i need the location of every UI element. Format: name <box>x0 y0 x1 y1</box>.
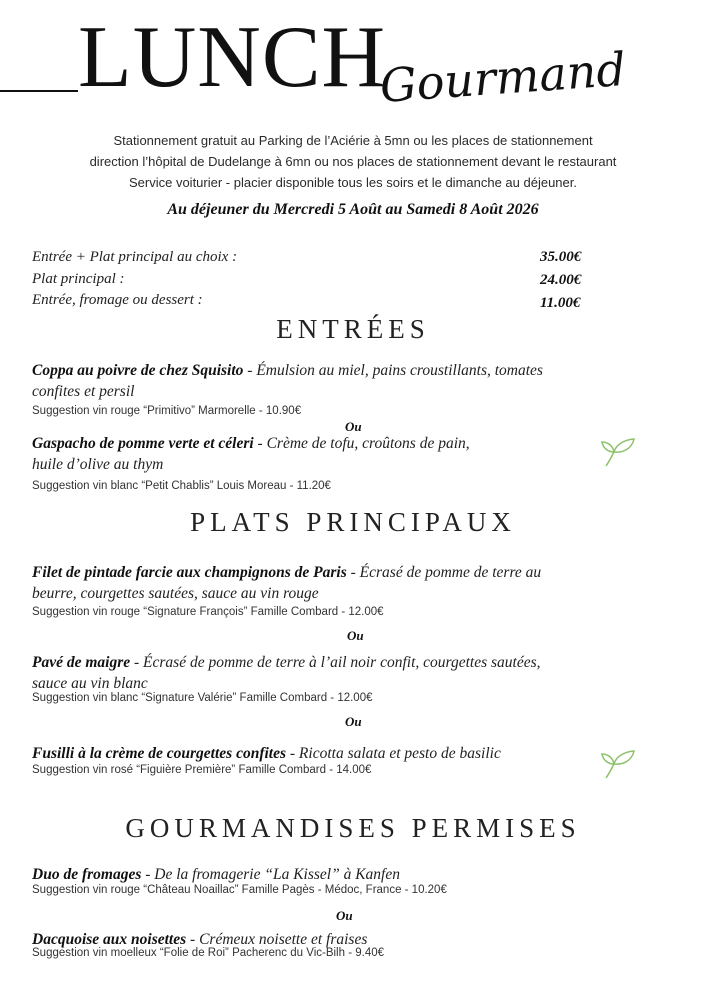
info-line-2: direction l’hôpital de Dudelange à 6mn ou nos places de stationnement devant le restaurant <box>89 154 617 169</box>
gourmandise-2-name: Dacquoise aux noisettes <box>32 931 187 948</box>
info-line-1: Stationnement gratuit au Parking de l’Aciérie à 5mn ou les places de stationnement <box>113 133 593 148</box>
plat-2-line-1 <box>32 652 541 673</box>
gourmandise-2-wine: Suggestion vin moelleux “Folie de Roi” Pacherenc du Vic-Bilh - 9.40€ <box>32 947 385 959</box>
entree-1-line-2: confites et persil <box>32 383 135 400</box>
plat-1-wine: Suggestion vin rouge “Signature François” Famille Combard - 12.00€ <box>32 606 384 618</box>
price-value-plat: 24.00€ <box>540 272 582 288</box>
vegetarian-leaf-icon <box>600 748 636 782</box>
section-title-plats: PLATS PRINCIPAUX <box>190 507 516 537</box>
separator-ou: Ou <box>345 419 362 434</box>
title-gourmand: Gourmand <box>378 41 628 113</box>
entree-1-wine: Suggestion vin rouge “Primitivo” Marmorelle - 10.90€ <box>32 405 302 417</box>
price-value-formula: 35.00€ <box>540 249 582 265</box>
plat-3-desc: - Ricotta salata et pesto de basilic <box>286 745 501 762</box>
plat-1-line-1 <box>32 562 541 583</box>
price-label-single: Entrée, fromage ou dessert : <box>32 292 203 308</box>
entree-2-line-1 <box>32 433 470 454</box>
plat-2-desc: - Écrasé de pomme de terre à l’ail noir confit, courgettes sautées, <box>130 654 541 671</box>
plat-3-wine: Suggestion vin rosé “Figuière Première” Famille Combard - 14.00€ <box>32 764 372 776</box>
plat-1-desc: - Écrasé de pomme de terre au <box>346 564 542 581</box>
price-label-plat: Plat principal : <box>32 271 125 287</box>
entree-1-name: Coppa au poivre de chez Squisito <box>32 362 244 379</box>
plat-3-line-1 <box>32 743 501 764</box>
entree-2-wine: Suggestion vin blanc “Petit Chablis” Louis Moreau - 11.20€ <box>32 480 331 492</box>
gourmandise-1-name: Duo de fromages <box>32 866 142 883</box>
plat-3-name: Fusilli à la crème de courgettes confites <box>32 745 287 762</box>
plat-2-name: Pavé de maigre <box>32 654 131 671</box>
plat-2-line-2: sauce au vin blanc <box>32 675 148 692</box>
plat-1-name: Filet de pintade farcie aux champignons de Paris <box>32 564 347 581</box>
gourmandise-1-line-1 <box>32 864 400 885</box>
title-lunch: LUNCH <box>78 9 387 106</box>
date-line: Au déjeuner du Mercredi 5 Août au Samedi 8 Août 2026 <box>167 201 539 218</box>
entree-2-line-2: huile d’olive au thym <box>32 456 164 473</box>
header-rule <box>0 90 78 92</box>
entree-1-line-1 <box>32 360 543 381</box>
entree-2-name: Gaspacho de pomme verte et céleri <box>32 435 254 452</box>
entree-2-desc: - Crème de tofu, croûtons de pain, <box>253 435 470 452</box>
gourmandise-2-desc: - Crémeux noisette et fraises <box>186 931 368 948</box>
plat-2-wine: Suggestion vin blanc “Signature Valérie” Famille Combard - 12.00€ <box>32 692 373 704</box>
price-value-single: 11.00€ <box>540 295 581 311</box>
separator-ou: Ou <box>345 714 362 729</box>
separator-ou: Ou <box>347 628 364 643</box>
price-label-formula: Entrée + Plat principal au choix : <box>32 249 238 265</box>
section-title-entrees: ENTRÉES <box>276 314 430 344</box>
entree-1-desc: - Émulsion au miel, pains croustillants, tomates <box>243 362 543 379</box>
separator-ou: Ou <box>336 908 353 923</box>
gourmandise-1-desc: - De la fromagerie “La Kissel” à Kanfen <box>141 866 400 883</box>
gourmandise-1-wine: Suggestion vin rouge “Château Noaillac” Famille Pagès - Médoc, France - 10.20€ <box>32 884 447 896</box>
plat-1-line-2: beurre, courgettes sautées, sauce au vin rouge <box>32 585 319 602</box>
info-line-3: Service voiturier - placier disponible tous les soirs et le dimanche au déjeuner. <box>128 175 577 190</box>
section-title-gourmandises: GOURMANDISES PERMISES <box>125 813 581 843</box>
vegetarian-leaf-icon <box>600 436 636 470</box>
